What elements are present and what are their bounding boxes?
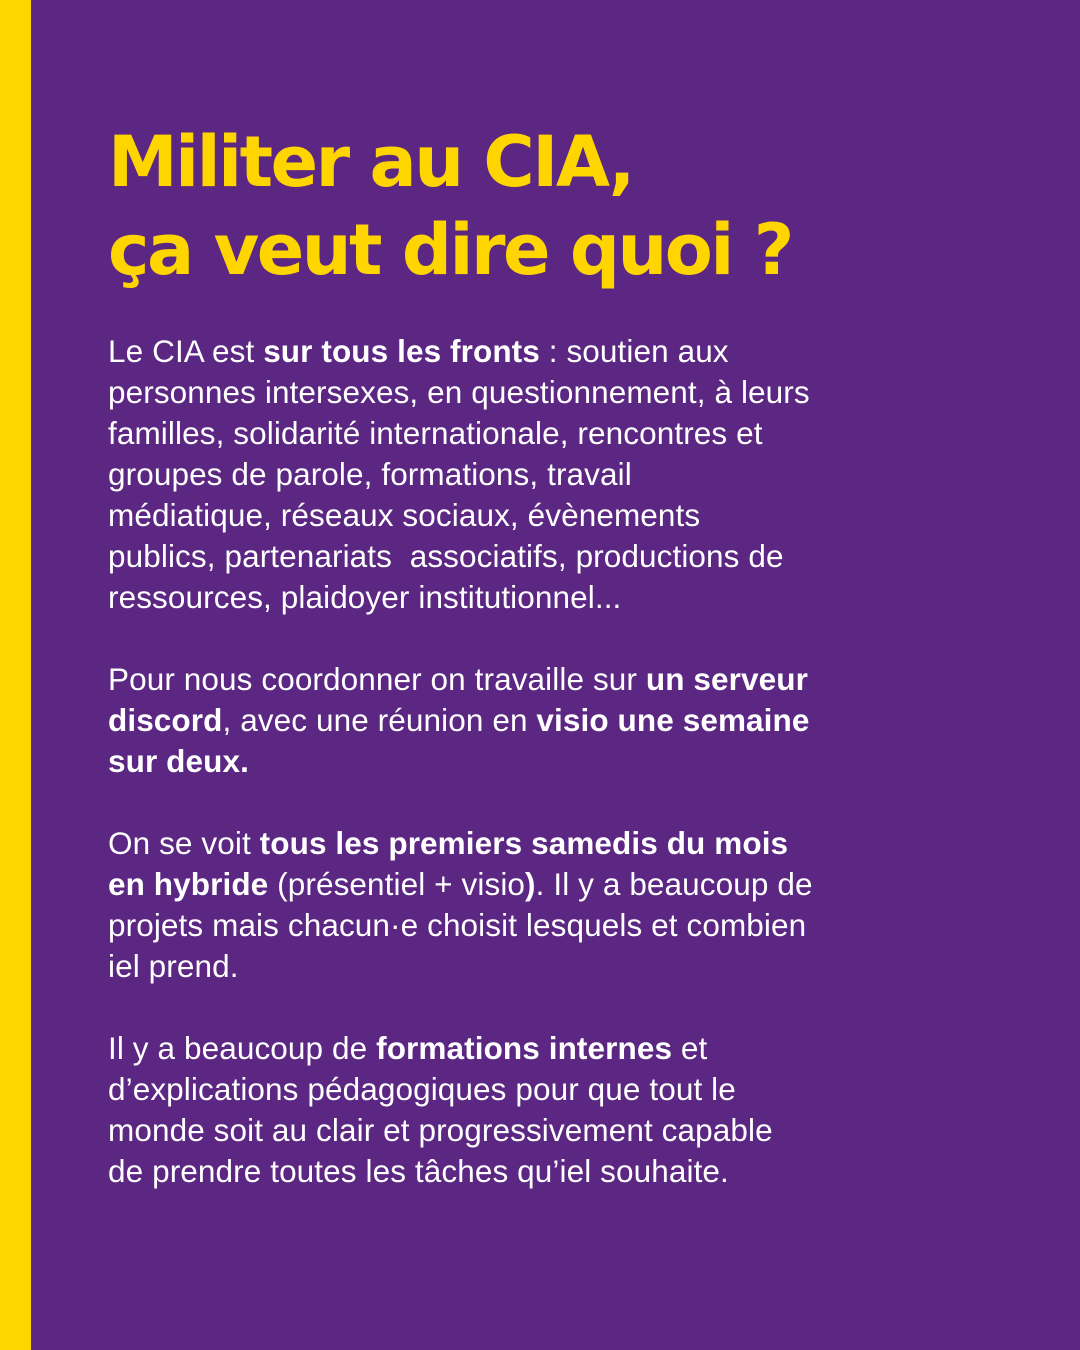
- text-line: groupes de parole, formations, travail: [108, 456, 632, 492]
- text-segment: , avec une réunion en: [222, 702, 537, 738]
- text-segment: (présentiel + visio: [268, 866, 526, 902]
- title-line-2: ça veut dire quoi ?: [108, 209, 792, 291]
- text-line: iel prend.: [108, 948, 239, 984]
- text-segment: et: [672, 1030, 708, 1066]
- text-segment: Il y a beaucoup de: [108, 1030, 377, 1066]
- accent-stripe: [0, 0, 31, 1350]
- text-emphasis: sur tous les fronts: [263, 333, 540, 369]
- page-title: [108, 118, 988, 294]
- text-line: [108, 1028, 988, 1069]
- text-line: d’explications pédagogiques pour que tout le: [108, 1071, 736, 1107]
- text-line: publics, partenariats associatifs, productions de: [108, 538, 784, 574]
- text-line: monde soit au clair et progressivement capable: [108, 1112, 773, 1148]
- text-segment: On se voit: [108, 825, 260, 861]
- text-line: [108, 864, 988, 905]
- paragraph-trainings: [108, 1028, 988, 1192]
- text-segment: : soutien aux: [539, 333, 729, 369]
- text-line: [108, 823, 988, 864]
- text-emphasis: visio une semaine: [536, 702, 810, 738]
- paragraph-meetings: [108, 823, 988, 987]
- text-line: projets mais chacun·e choisit lesquels et combien: [108, 907, 807, 943]
- text-segment: . Il y a beaucoup de: [535, 866, 813, 902]
- paragraph-coordination: [108, 659, 988, 782]
- text-segment: Le CIA est: [108, 333, 264, 369]
- content: [108, 118, 988, 1192]
- text-emphasis: en hybride: [108, 866, 269, 902]
- text-line: ressources, plaidoyer institutionnel...: [108, 579, 622, 615]
- text-emphasis: sur deux.: [108, 743, 249, 779]
- title-line-1: Militer au CIA,: [108, 121, 633, 203]
- text-line: de prendre toutes les tâches qu’iel souhaite.: [108, 1153, 729, 1189]
- text-line: personnes intersexes, en questionnement, à leurs: [108, 374, 810, 410]
- text-emphasis: un serveur: [645, 661, 808, 697]
- text-emphasis: ): [525, 866, 536, 902]
- text-line: médiatique, réseaux sociaux, évènements: [108, 497, 701, 533]
- paragraph-activities: [108, 331, 988, 618]
- text-line: [108, 741, 988, 782]
- text-line: familles, solidarité internationale, rencontres et: [108, 415, 763, 451]
- text-emphasis: discord: [108, 702, 223, 738]
- text-line: [108, 659, 988, 700]
- text-segment: Pour nous coordonner on travaille sur: [108, 661, 646, 697]
- text-line: [108, 700, 988, 741]
- text-line: [108, 331, 988, 372]
- text-emphasis: formations internes: [376, 1030, 673, 1066]
- text-emphasis: tous les premiers samedis du mois: [259, 825, 789, 861]
